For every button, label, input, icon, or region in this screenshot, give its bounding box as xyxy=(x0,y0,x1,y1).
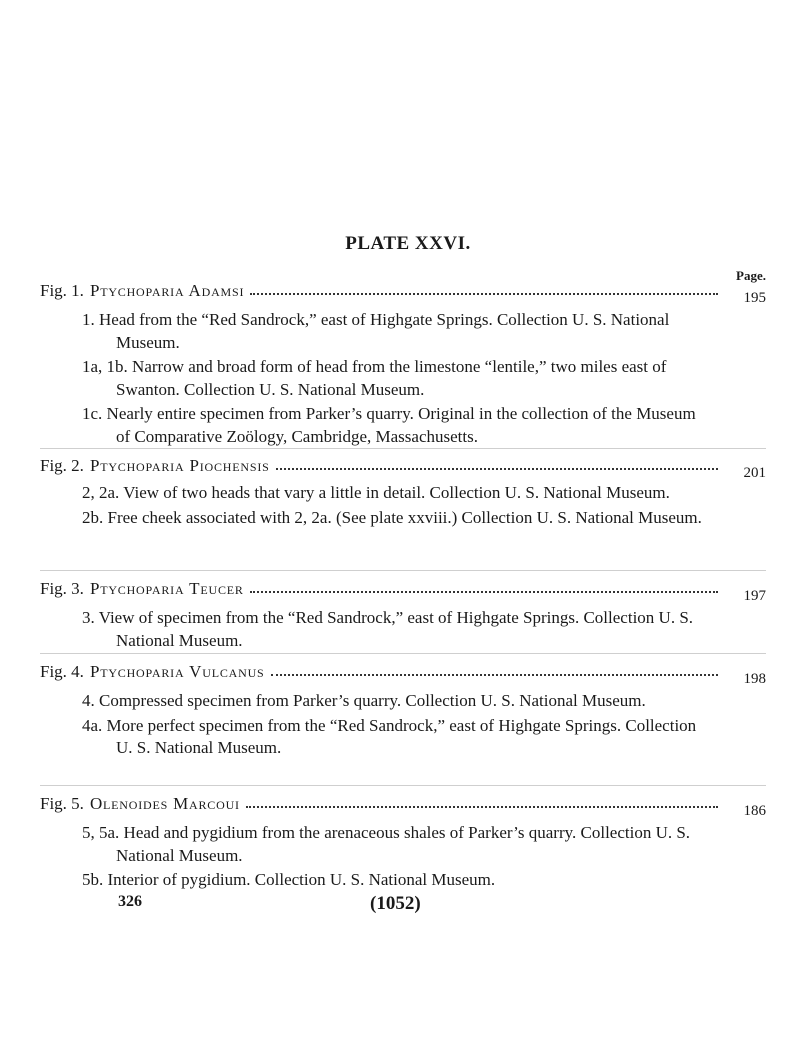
entry-ref: 1c. xyxy=(82,404,103,423)
figure-heading xyxy=(40,575,766,604)
figure-label: Fig. 2. xyxy=(40,456,84,475)
entry-ref: 5b. xyxy=(82,870,104,889)
plate-title: PLATE XXVI. xyxy=(345,233,471,254)
figure-section-4 xyxy=(40,658,766,760)
figure-entry xyxy=(82,356,714,401)
figure-entry xyxy=(82,309,714,354)
page-number: 198 xyxy=(743,671,766,687)
entry-text: View of two heads that vary a little in detail. Collection U. S. National Museum. xyxy=(123,483,670,502)
page-number: 195 xyxy=(743,290,766,306)
figure-entry xyxy=(82,869,714,892)
figure-label: Fig. 4. xyxy=(40,662,84,681)
figure-section-2 xyxy=(40,452,766,529)
entry-text: Head from the “Red Sandrock,” east of Highgate Springs. Collection U. S. National Museum. xyxy=(99,310,670,352)
dot-leader xyxy=(250,590,718,593)
dot-leader xyxy=(271,673,718,676)
figure-entry xyxy=(82,822,714,867)
section-divider xyxy=(40,785,766,786)
figure-section-1 xyxy=(40,277,766,448)
species-name: Ptychoparia Adamsi xyxy=(89,281,245,300)
figure-entry xyxy=(82,403,714,448)
entry-ref: 2, 2a. xyxy=(82,483,120,502)
section-divider xyxy=(40,570,766,571)
entry-ref: 4. xyxy=(82,691,95,710)
entry-ref: 4a. xyxy=(82,715,103,735)
figure-entry xyxy=(82,482,714,505)
figure-section-3 xyxy=(40,575,766,652)
species-name: Olenoides Marcoui xyxy=(89,794,240,813)
entry-text: View of specimen from the “Red Sandrock,” east of Highgate Springs. Collection U. S. National Museum. xyxy=(98,608,694,650)
page-number: 197 xyxy=(743,588,766,604)
entry-ref: 5, 5a. xyxy=(82,823,120,842)
page-column-header: Page. xyxy=(736,268,766,283)
dot-leader xyxy=(276,467,718,470)
entry-text: Head and pygidium from the arenaceous shales of Parker’s quarry. Collection U. S. National Museum. xyxy=(116,823,691,865)
figure-heading xyxy=(40,790,766,819)
species-name: Ptychoparia Piochensis xyxy=(89,456,270,475)
figure-entry xyxy=(82,607,714,652)
figure-entry xyxy=(82,507,714,530)
figure-heading xyxy=(40,658,766,687)
figure-label: Fig. 3. xyxy=(40,579,84,598)
species-name: Ptychoparia Teucer xyxy=(89,579,244,598)
page-number: 201 xyxy=(743,465,766,481)
figure-heading xyxy=(40,452,766,481)
entry-text: Nearly entire specimen from Parker’s quarry. Original in the collection of the Museum of Comparative Zoölogy, Cambridge, Massachusetts. xyxy=(106,404,696,446)
species-name: Ptychoparia Vulcanus xyxy=(89,662,265,681)
entry-ref: 1. xyxy=(82,310,95,329)
footer-page-number: 326 xyxy=(118,893,142,910)
figure-label: Fig. 1. xyxy=(40,281,84,300)
entry-ref: 3. xyxy=(82,608,95,627)
entry-text: Free cheek associated with 2, 2a. (See plate xxviii.) Collection U. S. National Museum. xyxy=(107,507,702,527)
section-divider xyxy=(40,653,766,654)
page-number: 186 xyxy=(743,803,766,819)
entry-text: Interior of pygidium. Collection U. S. National Museum. xyxy=(107,870,496,889)
entry-text: Narrow and broad form of head from the limestone “lentile,” two miles east of Swanton. Collection U. S. National Museum. xyxy=(116,357,667,399)
entry-ref: 2b. xyxy=(82,507,104,527)
entry-text: More perfect specimen from the “Red Sandrock,” east of Highgate Springs. Collection U. S. National Museum. xyxy=(106,715,697,757)
section-divider xyxy=(40,448,766,449)
figure-entry xyxy=(82,715,714,760)
dot-leader xyxy=(250,292,718,295)
entry-ref: 1a, 1b. xyxy=(82,357,128,376)
figure-section-5 xyxy=(40,790,766,892)
footer-doc-number: (1052) xyxy=(370,893,421,914)
figure-label: Fig. 5. xyxy=(40,794,84,813)
dot-leader xyxy=(246,805,718,808)
figure-heading xyxy=(40,277,766,306)
figure-entry xyxy=(82,690,714,713)
entry-text: Compressed specimen from Parker’s quarry. Collection U. S. National Museum. xyxy=(99,691,646,710)
